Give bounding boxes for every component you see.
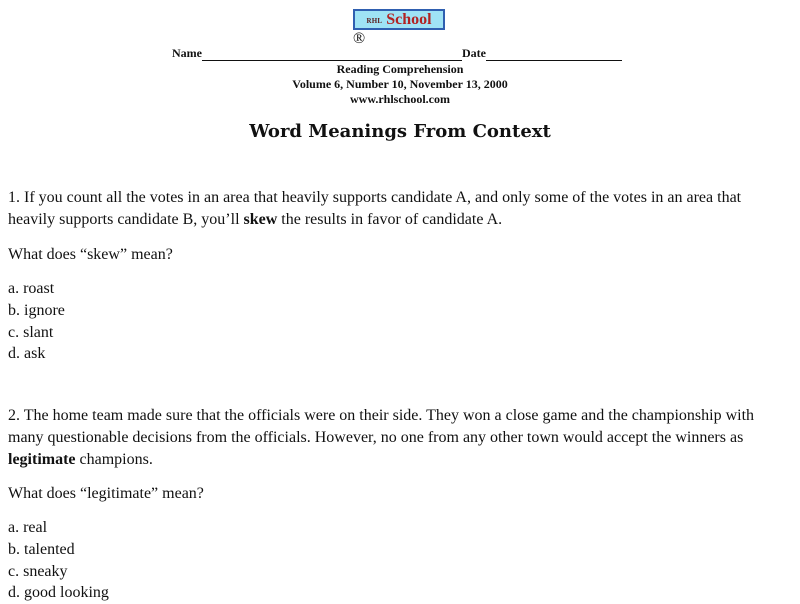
question-1-option-b[interactable]: b. ignore [8,302,65,319]
rhl-school-logo [353,9,445,47]
question-text-after: champions. [75,451,153,468]
question-2-option-a[interactable]: a. real [8,519,48,536]
question-number: 1. [8,189,20,206]
subject-heading: Reading Comprehension [336,62,464,76]
question-text-before: If you count all the votes in an area that heavily supports candidate A, and only some of the votes in an area that heavily supports candidate B, you’ll [8,189,742,228]
website-link: www.rhlschool.com [350,92,450,106]
question-1-option-a[interactable]: a. roast [8,280,55,297]
question-2-option-d[interactable]: d. good looking [8,584,109,601]
question-2-text [8,405,788,471]
question-2-option-c[interactable]: c. sneaky [8,563,68,580]
question-2-option-b[interactable]: b. talented [8,541,75,558]
logo-prefix: RHL [366,16,383,25]
date-label: Date [462,46,486,60]
name-date-row [172,46,632,61]
logo-box [353,9,445,30]
logo-name: School [386,10,432,28]
question-2-prompt: What does “legitimate” mean? [8,485,204,502]
page-title: Word Meanings From Context [249,121,551,142]
question-1-text [8,187,788,231]
name-label: Name [172,46,202,60]
question-keyword: skew [243,211,278,228]
date-field-line[interactable] [486,48,622,61]
question-text-after: the results in favor of candidate A. [277,211,503,228]
question-number: 2. [8,407,20,424]
trademark-icon: ® [353,30,366,47]
question-text-before: The home team made sure that the officials were on their side. They won a close game and the championship with many questionable decisions from the officials. However, no one from any other town would accept the winners as [8,407,755,446]
issue-info: Volume 6, Number 10, November 13, 2000 [292,77,508,91]
name-field-line[interactable] [202,48,462,61]
question-1-option-c[interactable]: c. slant [8,324,54,341]
question-1-option-d[interactable]: d. ask [8,345,46,362]
question-keyword: legitimate [8,451,76,468]
question-1-prompt: What does “skew” mean? [8,246,173,263]
